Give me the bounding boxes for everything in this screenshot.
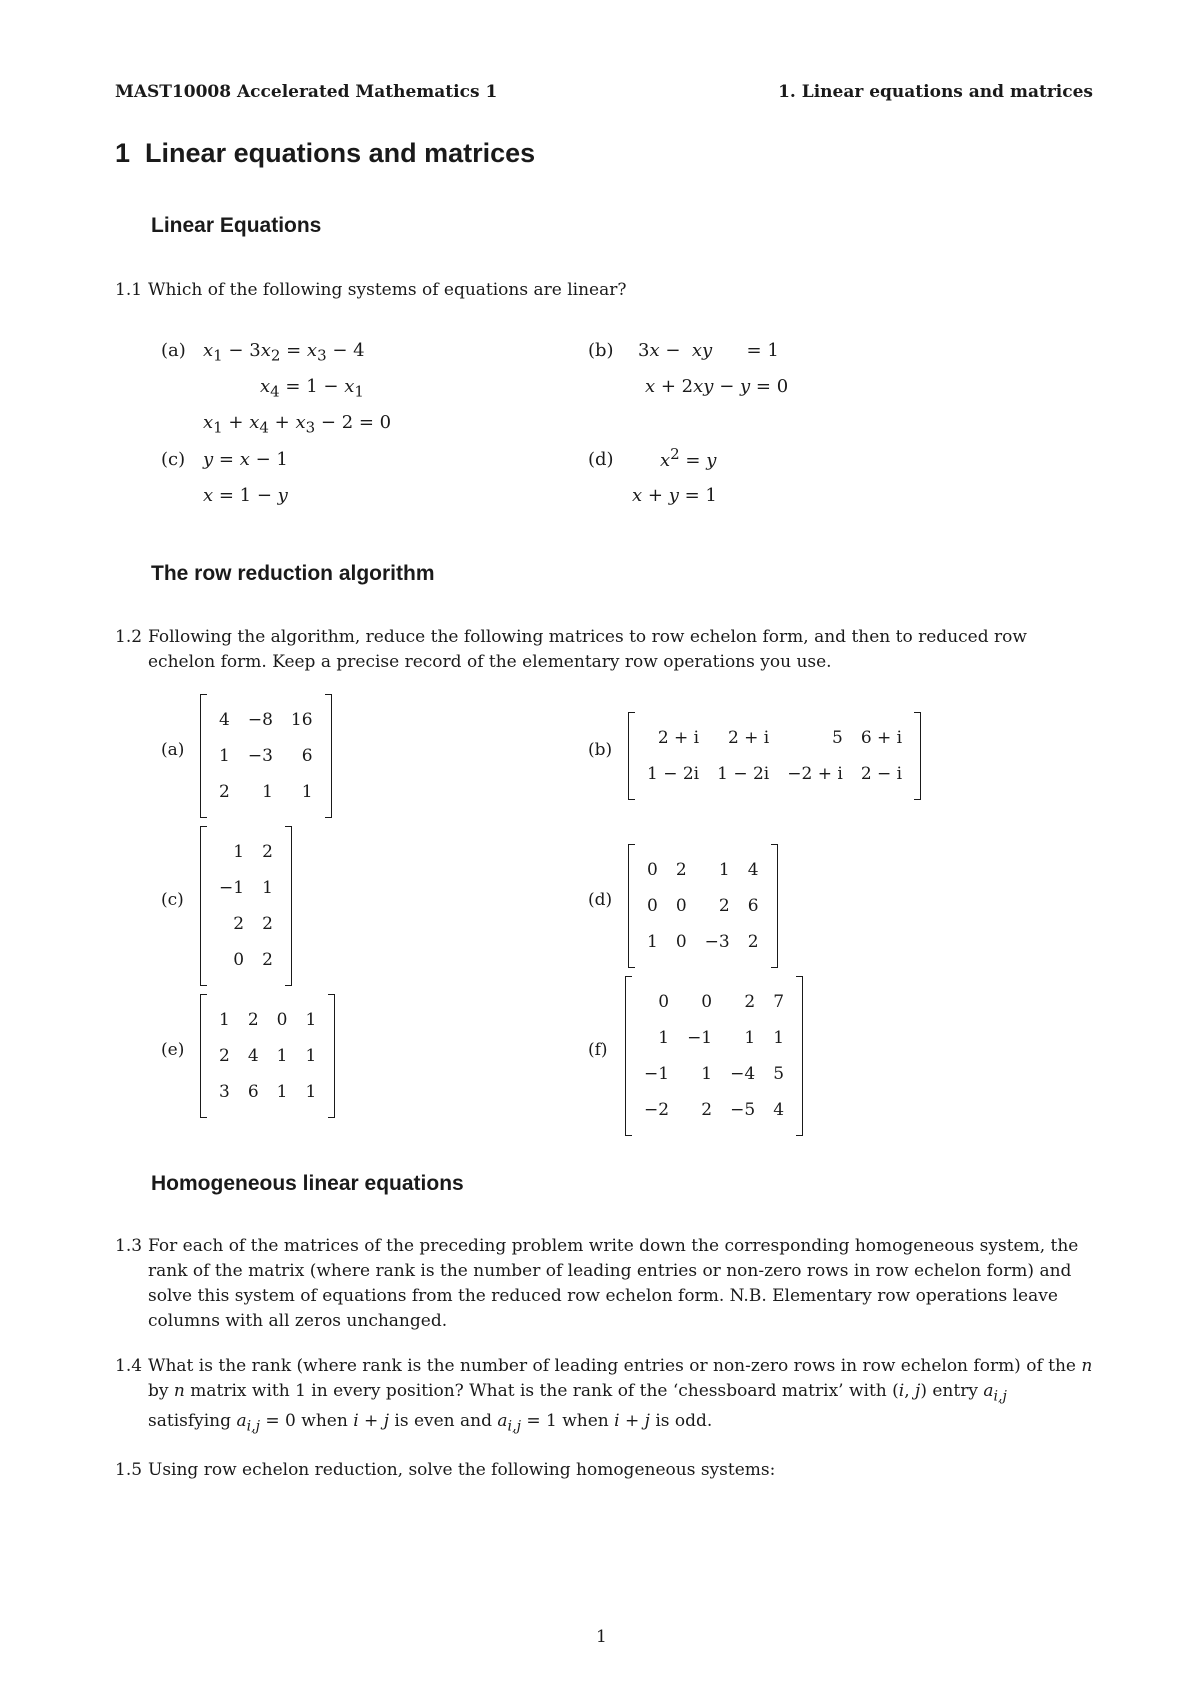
matrix-e-cell: 1 (305, 1046, 317, 1066)
matrix-f-cell: 7 (773, 992, 785, 1012)
matrix-d-cell: 1 (647, 932, 658, 952)
label-1-2-b: (b) (588, 740, 613, 760)
label-1-1-c: (c) (161, 449, 186, 470)
matrix-e-cell: 1 (276, 1082, 288, 1102)
matrix-c-cell: 2 (262, 842, 273, 862)
matrix-b (628, 712, 921, 800)
matrix-e-cell: 4 (247, 1046, 259, 1066)
q14-part4: satisfying (148, 1411, 232, 1432)
matrix-f (625, 976, 803, 1136)
label-1-2-a: (a) (161, 740, 185, 760)
question-number-1-4: 1.4 (115, 1356, 143, 1376)
q14-part2: matrix with 1 in every position? What is the rank of the ‘chessboard matrix’ with (190, 1381, 887, 1401)
matrix-e-cell: 3 (219, 1082, 230, 1102)
running-header-right: 1. Linear equations and matrices (778, 82, 1093, 102)
matrix-f-cell: −1 (687, 1028, 713, 1048)
matrix-b-cell: 1 − 2i (647, 764, 700, 784)
equation-b1: 3x − xy = 1 (638, 340, 779, 361)
matrix-f-cell: −4 (730, 1064, 756, 1084)
matrix-b-cell: −2 + i (787, 764, 843, 784)
matrix-d (628, 844, 778, 968)
label-1-1-d: (d) (588, 449, 614, 470)
chapter-title-text: Linear equations and matrices (145, 138, 536, 168)
matrix-c-cell: 0 (233, 950, 245, 970)
matrix-e-cell: 1 (305, 1082, 317, 1102)
matrix-f-cell: 5 (773, 1064, 785, 1084)
matrix-f-cell: 1 (658, 1028, 670, 1048)
equation-c2: x = 1 − y (203, 485, 288, 506)
matrix-c-cell: 1 (233, 842, 245, 862)
question-text-1-3: For each of the matrices of the preceding problem write down the corresponding homogeneous system, the rank of the matrix (where rank is the number of leading entries or non-zero rows in row echelon form) and solve this system of equations from the reduced row echelon form. N.B. Elementary row operations leave columns with all zeros unchanged. (148, 1236, 1079, 1331)
matrix-e-cell: 2 (219, 1046, 230, 1066)
equation-d2: x + y = 1 (632, 485, 717, 506)
question-number-1-3: 1.3 (115, 1236, 143, 1256)
matrix-d-cell: 1 (718, 860, 730, 880)
matrix-f-cell: 1 (744, 1028, 756, 1048)
matrix-c-cell: −1 (219, 878, 245, 898)
label-1-2-c: (c) (161, 890, 184, 910)
equation-b2: x + 2xy − y = 0 (645, 376, 789, 397)
section-heading-linear: Linear Equations (151, 214, 322, 237)
question-number-1-2: 1.2 (115, 627, 143, 647)
matrix-e-cell: 1 (276, 1046, 288, 1066)
matrix-d-cell: 6 (747, 896, 759, 916)
matrix-d-cell: 0 (647, 860, 658, 880)
matrix-b-cell: 5 (831, 728, 843, 748)
matrix-c-cell: 2 (233, 914, 245, 934)
question-text-1-5: Using row echelon reduction, solve the following homogeneous systems: (148, 1460, 776, 1480)
matrix-f-cell: 0 (658, 992, 670, 1012)
matrix-d-cell: 2 (718, 896, 730, 916)
matrix-d-cell: 0 (675, 896, 687, 916)
matrix-a-cell: 1 (262, 782, 273, 802)
matrix-b-cell: 2 − i (860, 764, 903, 784)
matrix-f-cell: 4 (773, 1100, 785, 1120)
matrix-f-cell: −1 (644, 1064, 670, 1084)
chapter-title (115, 138, 535, 169)
matrix-e-cell: 2 (247, 1010, 259, 1030)
matrix-a-cell: 1 (301, 782, 313, 802)
question-text-1-1: Which of the following systems of equations are linear? (148, 280, 627, 300)
label-1-1-a: (a) (161, 340, 186, 361)
matrix-a (200, 694, 332, 818)
label-1-2-f: (f) (588, 1040, 608, 1060)
matrix-d-cell: 0 (675, 932, 687, 952)
matrix-d-cell: 4 (747, 860, 759, 880)
matrix-c-cell: 2 (262, 950, 273, 970)
matrix-a-cell: 1 (219, 746, 230, 766)
matrix-e (200, 994, 335, 1118)
matrix-f-cell: 2 (701, 1100, 713, 1120)
matrix-d-cell: 2 (675, 860, 687, 880)
equation-a3: $x_1 + x_4 + x_3 - 2 = 0$ (203, 412, 392, 437)
matrix-e-cell: 1 (219, 1010, 230, 1030)
label-1-2-e: (e) (161, 1040, 185, 1060)
matrix-e-cell: 0 (276, 1010, 288, 1030)
q14-part6: is even and (394, 1411, 492, 1432)
chapter-number: 1 (115, 138, 131, 168)
running-header-left: MAST10008 Accelerated Mathematics 1 (115, 82, 498, 102)
equation-d1: $x^2 = y$ (660, 445, 717, 471)
section-heading-row-reduction: The row reduction algorithm (151, 562, 435, 585)
matrix-b-cell: 1 − 2i (717, 764, 770, 784)
q14-part3: entry (932, 1381, 978, 1401)
matrix-b-cell: 6 + i (860, 728, 903, 748)
matrix-e-cell: 1 (305, 1010, 317, 1030)
matrix-f-cell: 2 (744, 992, 756, 1012)
question-number-1-1: 1.1 (115, 280, 143, 300)
matrix-a-cell: −3 (247, 746, 273, 766)
matrix-e-cell: 6 (247, 1082, 259, 1102)
matrix-c-cell: 2 (262, 914, 273, 934)
question-text-1-4: What is the rank (where rank is the number of leading entries or non-zero rows in row echelon form) of the n by n matrix with 1 in every position? What is the rank of the ‘chessboard matrix’ with (i, j) entry $a_{i,j}$ satisfying $a_{i,j} = 0$ when i + j is even and $a_{i,j} = 1$ when i + j is odd. (148, 1356, 1093, 1435)
matrix-a-cell: −8 (247, 710, 273, 730)
matrix-f-cell: −5 (730, 1100, 756, 1120)
equation-a1: $x_1 - 3x_2 = x_3 - 4$ (203, 340, 365, 365)
matrix-d-cell: 2 (747, 932, 759, 952)
q14-part1: What is the rank (where rank is the number of leading entries or non-zero rows in row echelon form) of the (148, 1356, 1076, 1376)
matrix-a-cell: 4 (219, 710, 230, 730)
label-1-2-d: (d) (588, 890, 613, 910)
equation-a2: $x_4 = 1 - x_1$ (260, 376, 364, 401)
equation-c1: y = x − 1 (203, 449, 288, 470)
matrix-d-cell: 0 (647, 896, 658, 916)
label-1-1-b: (b) (588, 340, 614, 361)
q14-part8: is odd. (655, 1411, 713, 1432)
section-heading-homogeneous: Homogeneous linear equations (151, 1172, 464, 1195)
matrix-f-cell: 1 (773, 1028, 785, 1048)
question-number-1-5: 1.5 (115, 1460, 143, 1480)
matrix-b-cell: 2 + i (727, 728, 770, 748)
matrix-f-cell: −2 (644, 1100, 670, 1120)
question-text-1-2: Following the algorithm, reduce the following matrices to row echelon form, and then to reduced row echelon form. Keep a precise record of the elementary row operations you use. (148, 627, 1027, 672)
matrix-a-cell: 16 (290, 710, 313, 730)
matrix-a-cell: 6 (301, 746, 313, 766)
matrix-c-cell: 1 (262, 878, 273, 898)
matrix-c (200, 826, 292, 986)
matrix-f-cell: 1 (701, 1064, 713, 1084)
q14-part7: when (562, 1411, 609, 1432)
page-number: 1 (596, 1627, 607, 1647)
matrix-b-cell: 2 + i (657, 728, 700, 748)
q14-part5: when (301, 1411, 348, 1432)
matrix-f-cell: 0 (701, 992, 713, 1012)
matrix-a-cell: 2 (219, 782, 230, 802)
matrix-d-cell: −3 (704, 932, 730, 952)
